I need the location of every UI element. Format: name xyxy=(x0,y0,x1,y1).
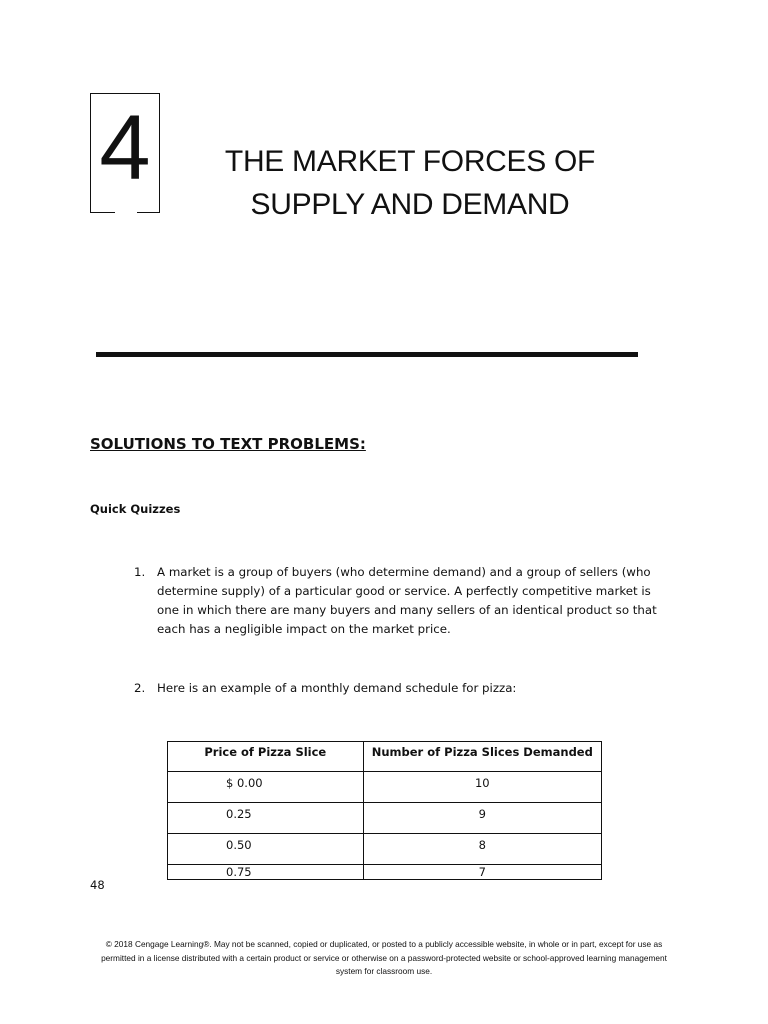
chapter-number: 4 xyxy=(99,97,151,199)
footer-line-2: permitted in a license distributed with a certain product or service or otherwise on a password-protected website or school-approved learning management xyxy=(101,952,667,963)
price-cell: 0.75 xyxy=(168,865,364,880)
list-item xyxy=(134,563,674,639)
copyright-footer xyxy=(96,938,672,979)
price-cell: 0.25 xyxy=(168,803,364,834)
table-header-row xyxy=(168,742,602,772)
column-header-quantity: Number of Pizza Slices Demanded xyxy=(363,742,601,772)
table-row xyxy=(168,772,602,803)
table-row xyxy=(168,803,602,834)
footer-line-3: system for classroom use. xyxy=(335,966,433,976)
price-cell: $ 0.00 xyxy=(168,772,364,803)
quantity-cell: 8 xyxy=(363,834,601,865)
column-header-price: Price of Pizza Slice xyxy=(168,742,364,772)
box-notch xyxy=(115,211,137,214)
horizontal-rule xyxy=(96,352,638,357)
list-item-number: 1. xyxy=(134,565,146,579)
list-item-text: Here is an example of a monthly demand schedule for pizza: xyxy=(157,681,517,695)
price-cell: 0.50 xyxy=(168,834,364,865)
chapter-title xyxy=(200,140,620,226)
table-row xyxy=(168,865,602,880)
quantity-cell: 10 xyxy=(363,772,601,803)
footer-line-1: © 2018 Cengage Learning®. May not be scanned, copied or duplicated, or posted to a publicly accessible website, in whole or in part, except for use as xyxy=(105,939,663,949)
page-number: 48 xyxy=(90,878,105,892)
list-item-text: A market is a group of buyers (who determine demand) and a group of sellers (who determine supply) of a particular good or service. A perfectly competitive market is one in which there are many buyers and many sellers of an identical product so that each has a negligible impact on the market price. xyxy=(157,565,657,636)
demand-schedule-table xyxy=(167,741,602,880)
chapter-number-box xyxy=(90,93,160,213)
quantity-cell: 9 xyxy=(363,803,601,834)
chapter-title-line-2: SUPPLY AND DEMAND xyxy=(250,188,570,221)
section-heading: SOLUTIONS TO TEXT PROBLEMS: xyxy=(90,435,366,453)
table-row xyxy=(168,834,602,865)
quantity-cell: 7 xyxy=(363,865,601,880)
chapter-title-line-1: THE MARKET FORCES OF xyxy=(224,145,596,178)
subheading: Quick Quizzes xyxy=(90,502,181,516)
list-item xyxy=(134,679,674,698)
list-item-number: 2. xyxy=(134,681,146,695)
